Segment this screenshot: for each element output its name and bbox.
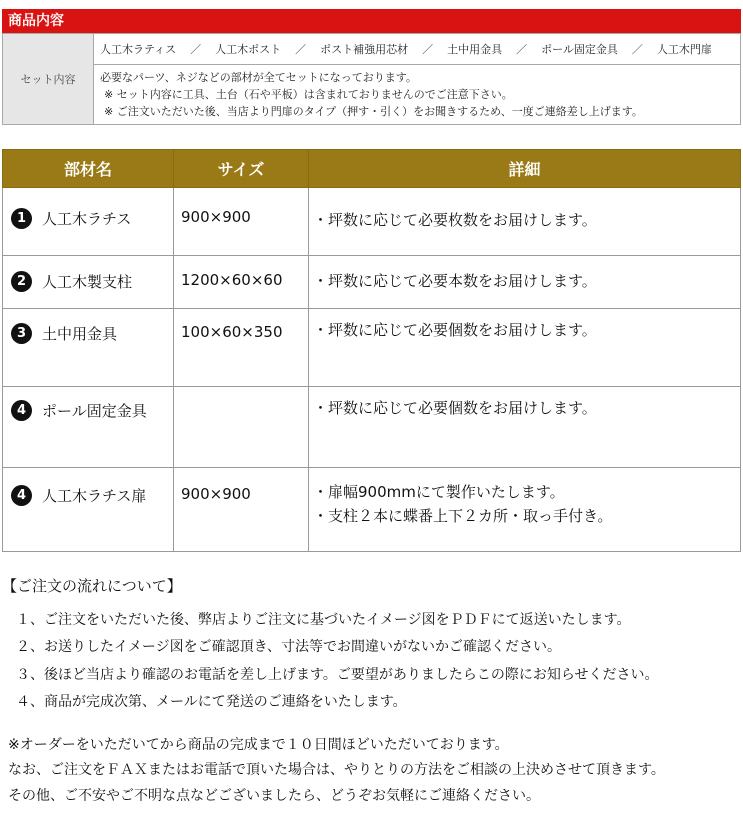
- set-notes-cell: [94, 65, 741, 125]
- part-detail: ・坪数に応じて必要枚数をお届けします。: [313, 211, 597, 229]
- set-items-row: [94, 34, 741, 65]
- set-item: ポール固定金具: [541, 43, 618, 56]
- number-badge: 1: [11, 208, 32, 229]
- header-size: サイズ: [174, 150, 309, 188]
- part-detail: ・坪数に応じて必要個数をお届けします。: [313, 399, 597, 417]
- part-size: 900×900: [174, 468, 309, 552]
- part-name: 土中用金具: [42, 325, 118, 343]
- part-name: ポール固定金具: [42, 402, 147, 420]
- separator: ／: [631, 43, 643, 56]
- part-name: 人工木ラチス: [42, 210, 132, 228]
- part-name: 人工木製支柱: [42, 273, 133, 291]
- table-row: [3, 387, 741, 468]
- order-step: ４、商品が完成次第、メールにて発送のご連絡をいたします。: [16, 694, 407, 710]
- part-detail: ・支柱２本に蝶番上下２カ所・取っ手付き。: [313, 507, 613, 525]
- separator: ／: [295, 43, 307, 56]
- set-item: 土中用金具: [447, 43, 503, 56]
- number-badge: 4: [11, 485, 32, 506]
- set-note: ※ ご注文いただいた後、当店より門扉のタイプ（押す・引く）をお聞きするため、一度ご連絡差し上げます。: [104, 105, 643, 118]
- part-size: 1200×60×60: [174, 256, 309, 309]
- part-name: 人工木ラチス扉: [42, 487, 147, 505]
- part-detail: ・坪数に応じて必要本数をお届けします。: [313, 272, 597, 290]
- part-detail: ・坪数に応じて必要個数をお届けします。: [313, 321, 597, 339]
- table-row: [3, 188, 741, 256]
- order-note: なお、ご注文をＦＡＸまたはお電話で頂いた場合は、やりとりの方法をご相談の上決めさせて頂きます。: [8, 762, 665, 778]
- order-step: ３、後ほど当店より確認のお電話を差し上げます。ご要望がありましたらこの際にお知らせください。: [16, 667, 659, 683]
- table-row: [3, 309, 741, 387]
- set-item: ポスト補強用芯材: [320, 43, 409, 56]
- part-size: [174, 387, 309, 468]
- order-step: １、ご注文をいただいた後、弊店よりご注文に基づいたイメージ図をＰＤＦにて返送いたします。: [16, 612, 631, 628]
- set-description: 必要なパーツ、ネジなどの部材が全てセットになっております。: [100, 71, 417, 84]
- table-row: [3, 256, 741, 309]
- set-item: 人工木門扉: [656, 43, 712, 56]
- order-flow-title: 【ご注文の流れについて】: [2, 577, 182, 595]
- set-item: 人工木ポスト: [215, 43, 282, 56]
- header-details: 詳細: [309, 150, 741, 188]
- set-contents-table: [2, 33, 741, 125]
- order-note: ※オーダーをいただいてから商品の完成まで１０日間ほどいただいております。: [8, 737, 509, 753]
- set-item: 人工木ラティス: [100, 43, 177, 56]
- section-header: 商品内容: [2, 9, 741, 33]
- header-part-name: 部材名: [3, 150, 174, 188]
- separator: ／: [190, 43, 202, 56]
- separator: ／: [516, 43, 528, 56]
- order-note: その他、ご不安やご不明な点などございましたら、どうぞお気軽にご連絡ください。: [8, 788, 540, 804]
- order-step: ２、お送りしたイメージ図をご確認頂き、寸法等でお間違いがないかご確認ください。: [16, 639, 562, 655]
- part-detail: ・扉幅900mmにて製作いたします。: [313, 483, 565, 501]
- number-badge: 4: [11, 400, 32, 421]
- number-badge: 3: [11, 323, 32, 344]
- number-badge: 2: [11, 271, 32, 292]
- part-size: 900×900: [174, 188, 309, 256]
- parts-header-row: [3, 150, 741, 188]
- set-contents-label: セット内容: [3, 34, 94, 125]
- separator: ／: [422, 43, 434, 56]
- set-note: ※ セット内容に工具、土台（石や平板）は含まれておりませんのでご注意下さい。: [104, 88, 513, 101]
- parts-table: [2, 149, 741, 552]
- part-size: 100×60×350: [174, 309, 309, 387]
- table-row: [3, 468, 741, 552]
